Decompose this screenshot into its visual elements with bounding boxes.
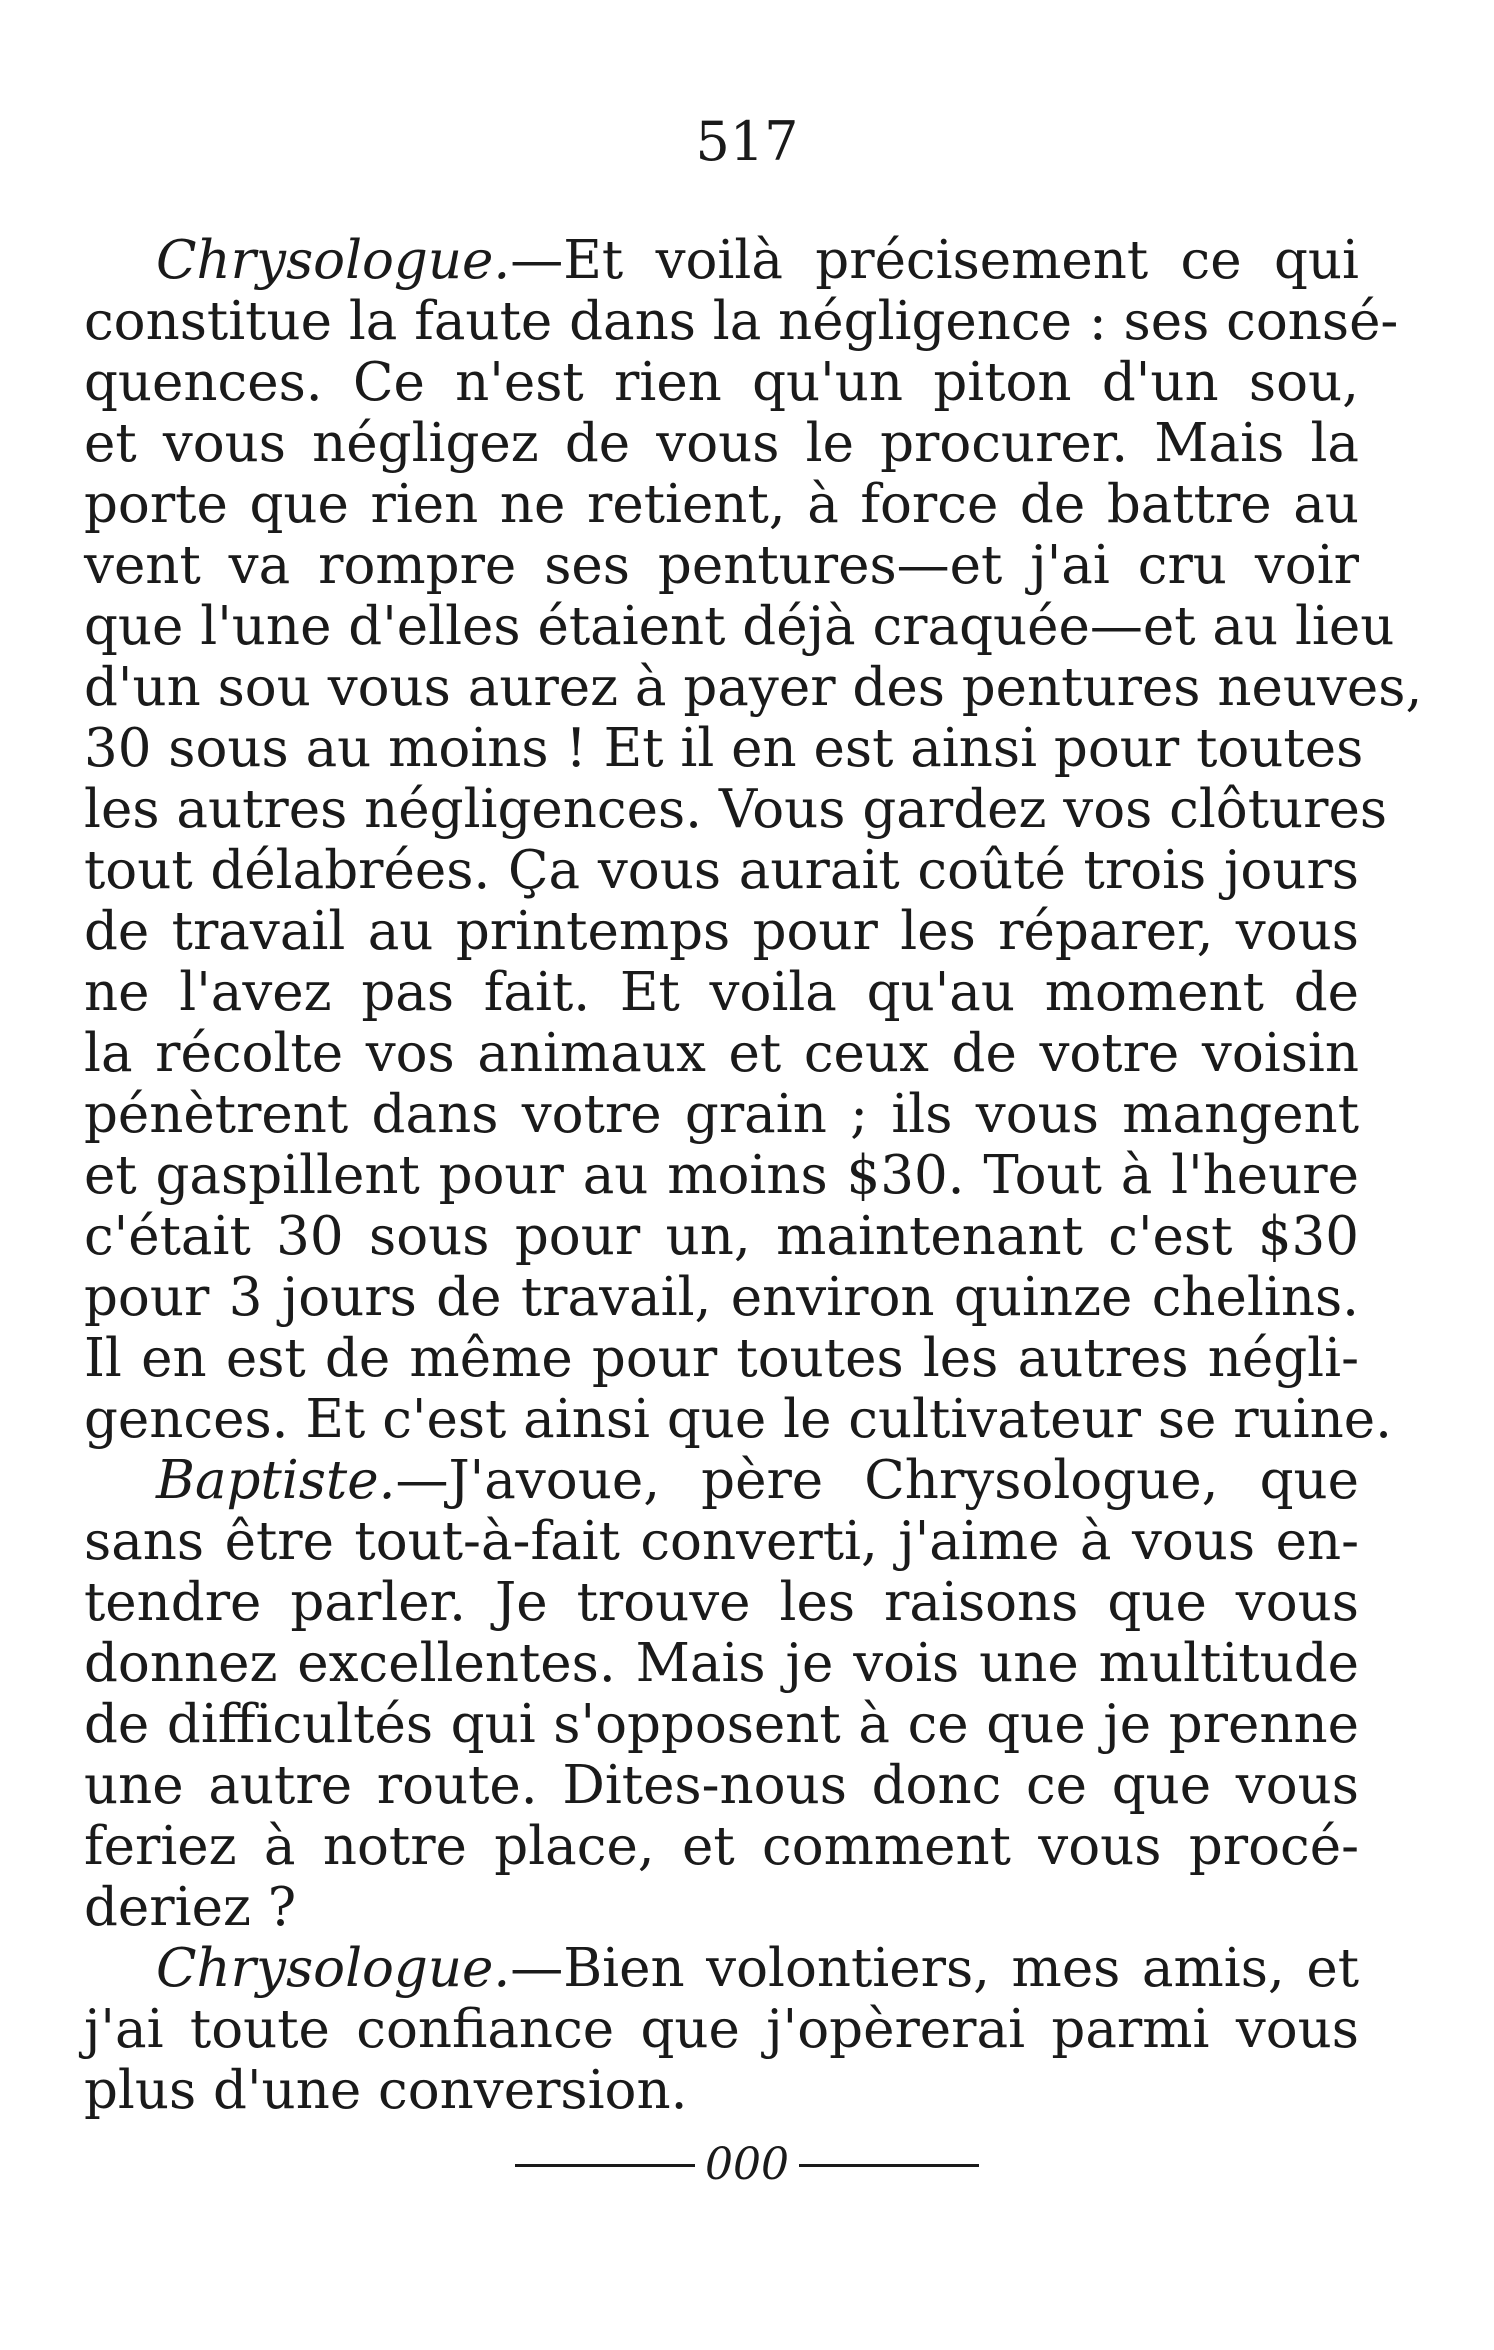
text-line: les autres négligences. Vous gardez vos clôtures bbox=[84, 779, 1388, 840]
text-line: d'un sou vous aurez à payer des pentures neuves, bbox=[84, 657, 1423, 718]
dialogue-text bbox=[84, 230, 1423, 2121]
speaker-name: Chrysologue. bbox=[156, 1938, 511, 1999]
text-line: et gaspillent pour au moins $30. Tout à l'heure bbox=[84, 1145, 1359, 1206]
text-line: deriez ? bbox=[84, 1877, 297, 1938]
ornament-rule-left bbox=[515, 2164, 695, 2167]
text-line: Il en est de même pour toutes les autres négli- bbox=[84, 1328, 1359, 1389]
text-line: que l'une d'elles étaient déjà craquée—et au lieu bbox=[84, 596, 1395, 657]
text-line: de travail au printemps pour les réparer, vous bbox=[84, 901, 1359, 962]
text-line: feriez à notre place, et comment vous procé- bbox=[84, 1816, 1359, 1877]
text-line: plus d'une conversion. bbox=[84, 2060, 688, 2121]
text-line: c'était 30 sous pour un, maintenant c'est $30 bbox=[84, 1206, 1359, 1267]
text-line: pénètrent dans votre grain ; ils vous mangent bbox=[84, 1084, 1359, 1145]
text-line: tendre parler. Je trouve les raisons que vous bbox=[84, 1572, 1359, 1633]
text-line: j'ai toute confiance que j'opèrerai parmi vous bbox=[84, 1999, 1359, 2060]
text-line: pour 3 jours de travail, environ quinze chelins. bbox=[84, 1267, 1359, 1328]
text-line: gences. Et c'est ainsi que le cultivateur se ruine. bbox=[84, 1389, 1392, 1450]
ornament-rule-right bbox=[799, 2164, 979, 2167]
text-line: sans être tout-à-fait converti, j'aime à vous en- bbox=[84, 1511, 1359, 1572]
section-ornament bbox=[0, 2140, 1494, 2190]
text-line: la récolte vos animaux et ceux de votre voisin bbox=[84, 1023, 1359, 1084]
ornament-text: 000 bbox=[705, 2139, 789, 2190]
text-line bbox=[84, 230, 1359, 291]
page-number: 517 bbox=[695, 110, 799, 173]
line-text: —Et voilà précisement ce qui bbox=[510, 230, 1359, 291]
text-line bbox=[84, 1938, 1359, 1999]
line-text: —J'avoue, père Chrysologue, que bbox=[395, 1450, 1359, 1511]
text-line: 30 sous au moins ! Et il en est ainsi pour toutes bbox=[84, 718, 1364, 779]
text-line: donnez excellentes. Mais je vois une multitude bbox=[84, 1633, 1359, 1694]
text-line: tout délabrées. Ça vous aurait coûté trois jours bbox=[84, 840, 1359, 901]
text-line: quences. Ce n'est rien qu'un piton d'un sou, bbox=[84, 352, 1359, 413]
text-line bbox=[84, 1450, 1359, 1511]
text-line: de difficultés qui s'opposent à ce que je prenne bbox=[84, 1694, 1359, 1755]
speaker-name: Chrysologue. bbox=[156, 230, 511, 291]
line-text: —Bien volontiers, mes amis, et bbox=[510, 1938, 1359, 1999]
text-line: et vous négligez de vous le procurer. Mais la bbox=[84, 413, 1359, 474]
speaker-name: Baptiste. bbox=[156, 1450, 396, 1511]
text-line: vent va rompre ses pentures—et j'ai cru voir bbox=[84, 535, 1359, 596]
text-line: porte que rien ne retient, à force de battre au bbox=[84, 474, 1359, 535]
text-line: une autre route. Dites-nous donc ce que vous bbox=[84, 1755, 1359, 1816]
text-line: constitue la faute dans la négligence : ses consé- bbox=[84, 291, 1399, 352]
text-line: ne l'avez pas fait. Et voila qu'au moment de bbox=[84, 962, 1359, 1023]
